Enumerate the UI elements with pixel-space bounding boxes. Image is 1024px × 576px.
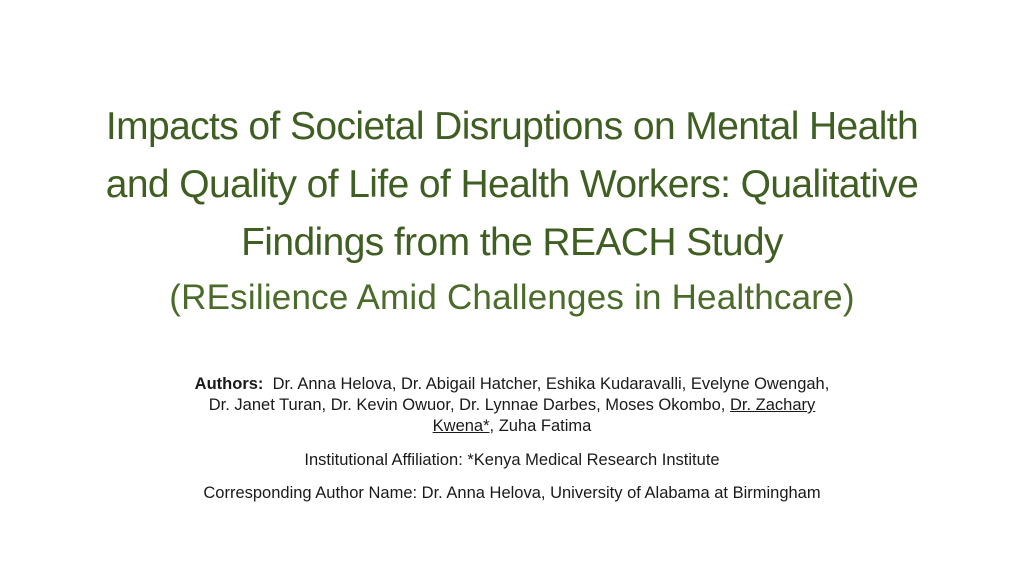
authors-names-1: Dr. Anna Helova, Dr. Abigail Hatcher, Eshika Kudaravalli, Evelyne Owengah, (272, 375, 830, 393)
author-link-kwena-second[interactable]: Kwena* (432, 417, 490, 435)
authors-names-3: , Zuha Fatima (489, 417, 592, 435)
institutional-affiliation: Institutional Affiliation: *Kenya Medical Research Institute (304, 451, 720, 469)
authors-paragraph (112, 374, 912, 437)
authors-names-2: Dr. Janet Turan, Dr. Kevin Owuor, Dr. Lynnae Darbes, Moses Okombo, (208, 396, 726, 414)
title-line-2: and Quality of Life of Health Workers: Qualitative (105, 163, 919, 206)
slide-title (40, 98, 984, 272)
title-line-3: Findings from the REACH Study (241, 221, 783, 264)
authors-label: Authors: (194, 375, 264, 393)
author-link-kwena-first[interactable]: Dr. Zachary (729, 396, 816, 414)
slide-subtitle: (REsilience Amid Challenges in Healthcare) (169, 278, 855, 317)
author-info-block (112, 374, 912, 504)
corresponding-author: Corresponding Author Name: Dr. Anna Helova, University of Alabama at Birmingham (203, 484, 821, 502)
title-block (40, 98, 984, 324)
title-line-1: Impacts of Societal Disruptions on Mental Health (105, 105, 919, 148)
